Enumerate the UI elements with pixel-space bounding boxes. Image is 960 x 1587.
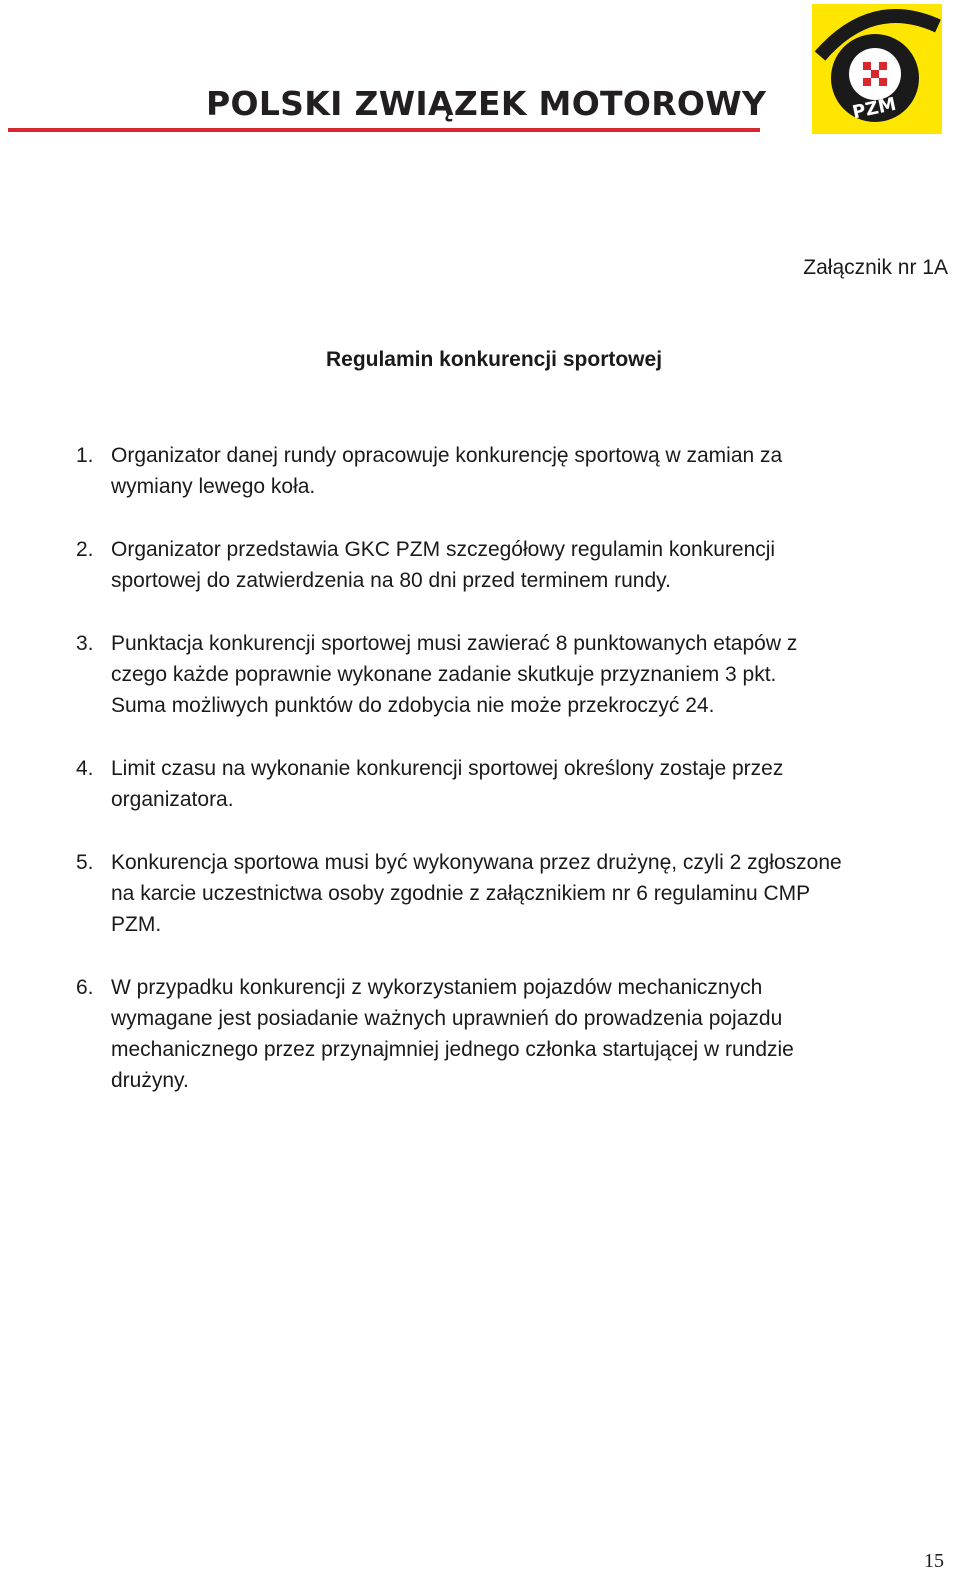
rule-line: Organizator danej rundy opracowuje konkurencję sportową w zamian za <box>111 444 783 467</box>
rule-number: 3. <box>76 632 94 655</box>
rule-line: drużyny. <box>111 1069 189 1092</box>
rule-line: mechanicznego przez przynajmniej jednego członka startującej w rundzie <box>111 1038 794 1061</box>
rule-line: Konkurencja sportowa musi być wykonywana przez drużynę, czyli 2 zgłoszone <box>111 851 842 874</box>
rule-item-2 <box>76 534 946 596</box>
rule-line: PZM. <box>111 913 162 936</box>
rule-number: 2. <box>76 538 94 561</box>
rule-line: wymagane jest posiadanie ważnych uprawnień do prowadzenia pojazdu <box>111 1007 783 1030</box>
rule-line: Limit czasu na wykonanie konkurencji sportowej określony zostaje przez <box>111 757 784 780</box>
rule-line: wymiany lewego koła. <box>111 475 316 498</box>
pzm-logo-icon <box>812 4 942 134</box>
rule-line: Suma możliwych punktów do zdobycia nie może przekroczyć 24. <box>111 694 715 717</box>
page-number: 15 <box>924 1550 944 1572</box>
organization-name: POLSKI ZWIĄZEK MOTOROWY <box>206 84 767 123</box>
rule-number: 4. <box>76 757 94 780</box>
rule-line: Organizator przedstawia GKC PZM szczegółowy regulamin konkurencji <box>111 538 776 561</box>
rule-item-4 <box>76 753 946 815</box>
logo-text: PZM <box>850 93 899 124</box>
rule-item-5 <box>76 847 946 940</box>
annex-label: Załącznik nr 1A <box>803 256 948 279</box>
rule-line: W przypadku konkurencji z wykorzystaniem pojazdów mechanicznych <box>111 976 763 999</box>
rule-number: 1. <box>76 444 94 467</box>
rule-item-1 <box>76 440 946 502</box>
header-rule <box>8 128 760 132</box>
rule-line: organizatora. <box>111 788 234 811</box>
rule-line: na karcie uczestnictwa osoby zgodnie z załącznikiem nr 6 regulaminu CMP <box>111 882 811 905</box>
rules-list <box>76 440 946 1128</box>
rule-line: czego każde poprawnie wykonane zadanie skutkuje przyznaniem 3 pkt. <box>111 663 777 686</box>
document-title: Regulamin konkurencji sportowej <box>325 348 663 371</box>
rule-line: sportowej do zatwierdzenia na 80 dni przed terminem rundy. <box>111 569 671 592</box>
rule-number: 5. <box>76 851 94 874</box>
logo-checkerboard <box>863 62 887 86</box>
rule-line: Punktacja konkurencji sportowej musi zawierać 8 punktowanych etapów z <box>111 632 798 655</box>
rule-number: 6. <box>76 976 94 999</box>
rule-item-3 <box>76 628 946 721</box>
rule-item-6 <box>76 972 946 1096</box>
